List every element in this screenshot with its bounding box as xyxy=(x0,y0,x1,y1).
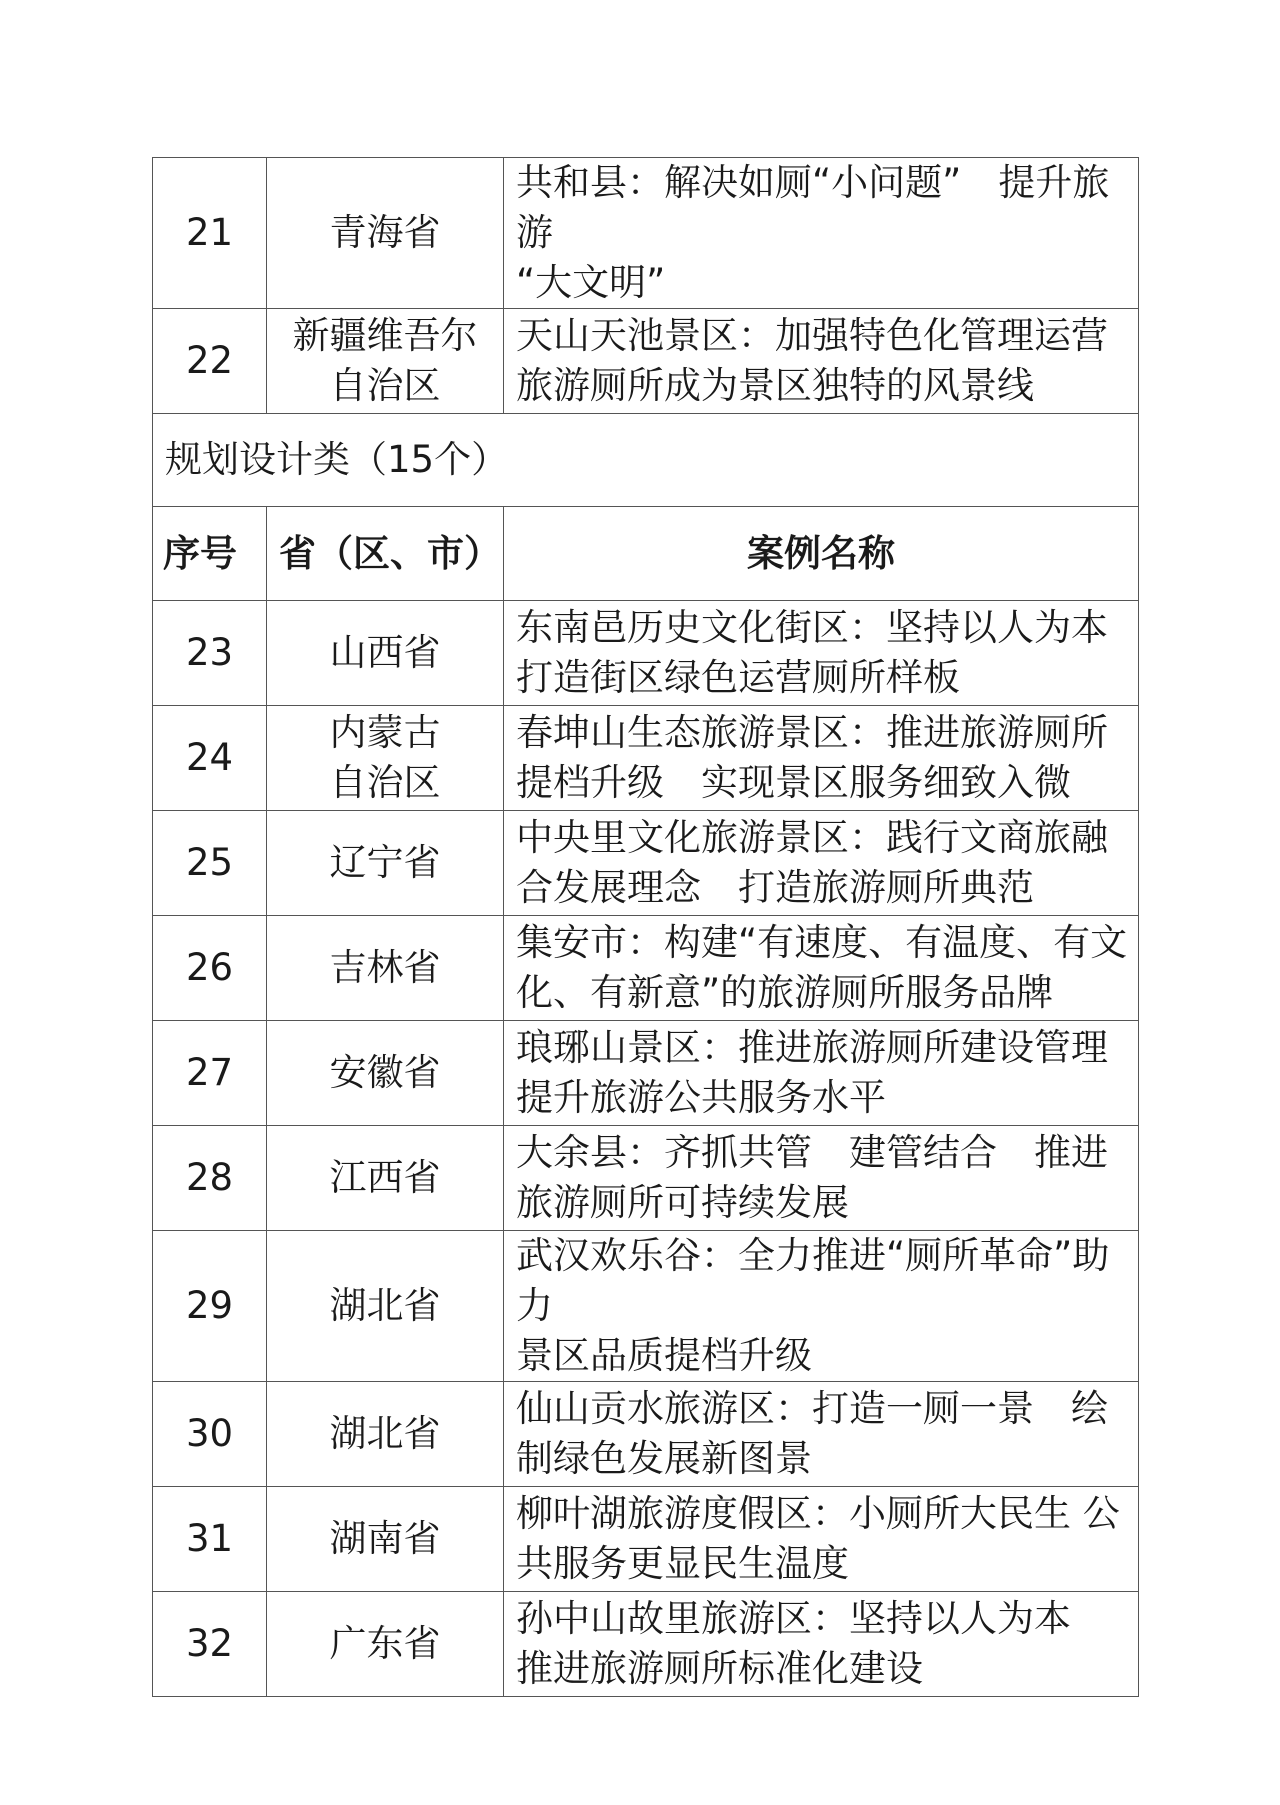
table-row xyxy=(153,1126,1139,1231)
row-case-name: 春坤山生态旅游景区：推进旅游厕所 提档升级 实现景区服务细致入微 xyxy=(504,706,1139,811)
row-number: 32 xyxy=(153,1592,267,1697)
row-province: 湖北省 xyxy=(267,1382,504,1487)
row-number: 23 xyxy=(153,601,267,706)
row-case-name: 柳叶湖旅游度假区：小厕所大民生 公 共服务更显民生温度 xyxy=(504,1487,1139,1592)
header-case-name: 案例名称 xyxy=(504,507,1139,601)
row-number: 21 xyxy=(153,158,267,309)
row-number: 31 xyxy=(153,1487,267,1592)
row-number: 30 xyxy=(153,1382,267,1487)
table-row xyxy=(153,706,1139,811)
row-province: 山西省 xyxy=(267,601,504,706)
row-case-name: 仙山贡水旅游区：打造一厕一景 绘 制绿色发展新图景 xyxy=(504,1382,1139,1487)
table-row xyxy=(153,1487,1139,1592)
table-row xyxy=(153,1231,1139,1382)
row-province: 湖南省 xyxy=(267,1487,504,1592)
row-case-name: 大余县：齐抓共管 建管结合 推进 旅游厕所可持续发展 xyxy=(504,1126,1139,1231)
table-row xyxy=(153,1021,1139,1126)
row-province: 湖北省 xyxy=(267,1231,504,1382)
header-number: 序号 xyxy=(153,507,267,601)
row-number: 27 xyxy=(153,1021,267,1126)
row-province: 新疆维吾尔 自治区 xyxy=(267,309,504,414)
row-case-name: 琅琊山景区：推进旅游厕所建设管理 提升旅游公共服务水平 xyxy=(504,1021,1139,1126)
row-province: 吉林省 xyxy=(267,916,504,1021)
row-case-name: 天山天池景区：加强特色化管理运营 旅游厕所成为景区独特的风景线 xyxy=(504,309,1139,414)
table-header xyxy=(153,507,1139,601)
row-number: 22 xyxy=(153,309,267,414)
table-row xyxy=(153,916,1139,1021)
header-province: 省（区、市） xyxy=(267,507,504,601)
table-row xyxy=(153,601,1139,706)
row-number: 26 xyxy=(153,916,267,1021)
row-number: 28 xyxy=(153,1126,267,1231)
row-province: 广东省 xyxy=(267,1592,504,1697)
section-row xyxy=(153,414,1139,507)
row-province: 辽宁省 xyxy=(267,811,504,916)
row-case-name: 中央里文化旅游景区：践行文商旅融 合发展理念 打造旅游厕所典范 xyxy=(504,811,1139,916)
table-row xyxy=(153,309,1139,414)
row-case-name: 集安市：构建“有速度、有温度、有文 化、有新意”的旅游厕所服务品牌 xyxy=(504,916,1139,1021)
row-province: 内蒙古 自治区 xyxy=(267,706,504,811)
row-province: 青海省 xyxy=(267,158,504,309)
row-province: 安徽省 xyxy=(267,1021,504,1126)
row-province: 江西省 xyxy=(267,1126,504,1231)
table-row xyxy=(153,1382,1139,1487)
row-case-name: 孙中山故里旅游区：坚持以人为本 推进旅游厕所标准化建设 xyxy=(504,1592,1139,1697)
row-case-name: 东南邑历史文化街区：坚持以人为本 打造街区绿色运营厕所样板 xyxy=(504,601,1139,706)
table-row xyxy=(153,811,1139,916)
row-case-name: 武汉欢乐谷：全力推进“厕所革命”助力 景区品质提档升级 xyxy=(504,1231,1139,1382)
row-number: 29 xyxy=(153,1231,267,1382)
case-table xyxy=(152,157,1139,1697)
section-title: 规划设计类（15个） xyxy=(153,414,1139,507)
table-row xyxy=(153,1592,1139,1697)
table-row xyxy=(153,158,1139,309)
row-number: 25 xyxy=(153,811,267,916)
row-number: 24 xyxy=(153,706,267,811)
row-case-name: 共和县：解决如厕“小问题” 提升旅游 “大文明” xyxy=(504,158,1139,309)
